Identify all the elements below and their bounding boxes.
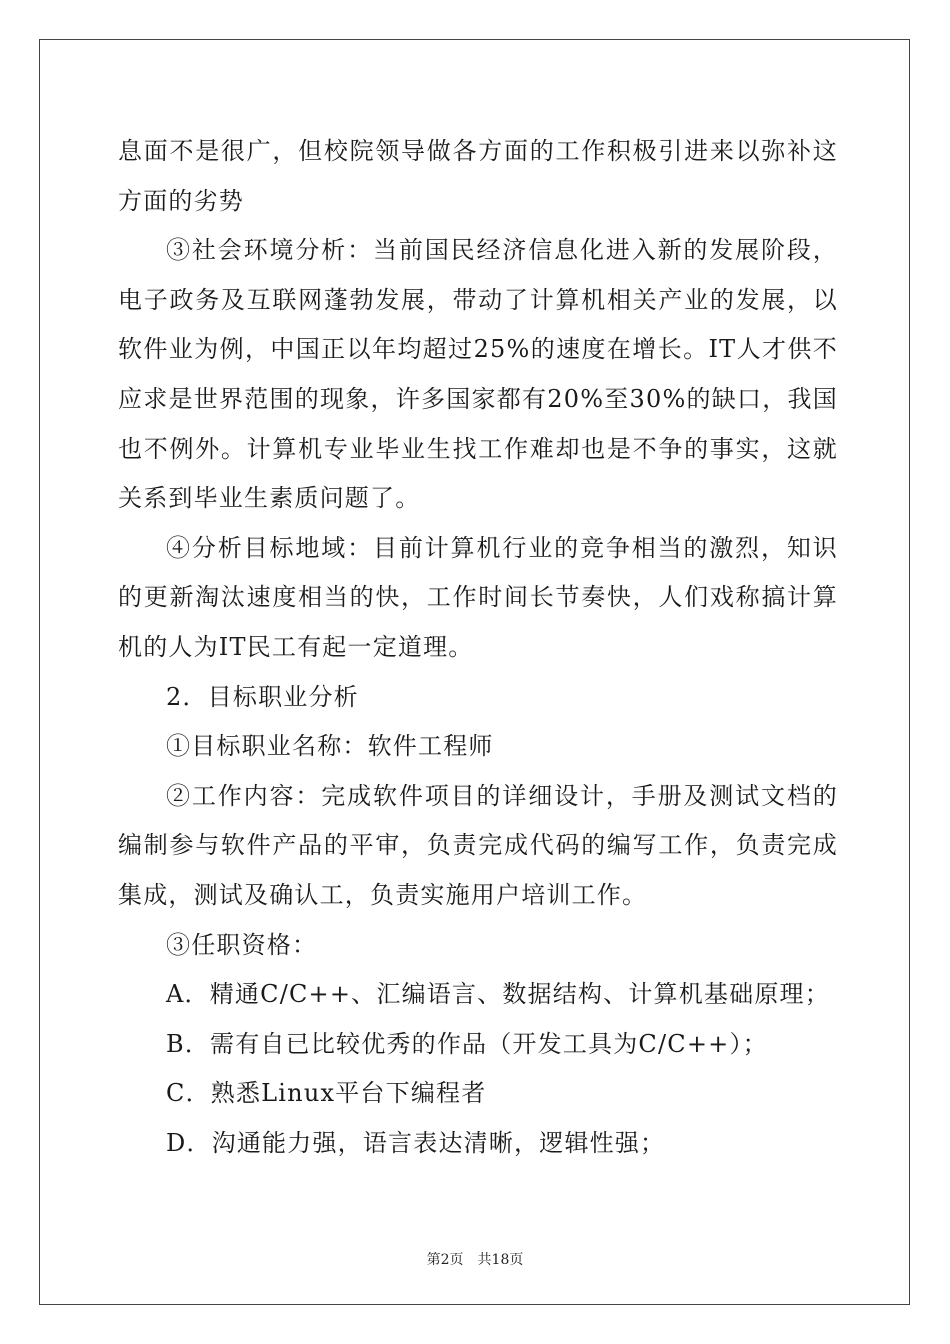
section-heading-target-career: 2．目标职业分析	[166, 682, 359, 711]
paragraph-target-region: ④分析目标地域：目前计算机行业的竞争相当的激烈，知识的更新淘汰速度相当的快，工作时间长节奏快，人们戏称搞计算机的人为IT民工有起一定道理。	[118, 533, 838, 661]
paragraph-career-name: ①目标职业名称：软件工程师	[166, 732, 494, 761]
list-item-b: B．需有自已比较优秀的作品（开发工具为C/C++）；	[166, 1029, 768, 1058]
page-number: 第2页	[426, 1252, 464, 1268]
paragraph-work-content: ②工作内容：完成软件项目的详细设计，手册及测试文档的编制参与软件产品的平审，负责完成代码的编写工作，负责完成集成，测试及确认工，负责实施用户培训工作。	[118, 781, 838, 909]
paragraph-social-environment: ③社会环境分析：当前国民经济信息化进入新的发展阶段，电子政务及互联网蓬勃发展，带动了计算机相关产业的发展，以软件业为例，中国正以年均超过25%的速度在增长。IT人才供不应求是世界范围的现象，许多国家都有20%至30%的缺口，我国也不例外。计算机专业毕业生找工作难却也是不争的事实，这就关系到毕业生素质问题了。	[118, 236, 838, 513]
page-total: 共18页	[477, 1252, 524, 1268]
document-body	[118, 127, 838, 1168]
paragraph-continuation: 息面不是很广，但校院领导做各方面的工作积极引进来以弥补这方面的劣势	[118, 137, 838, 215]
page-footer	[0, 1249, 950, 1269]
list-item-c: C．熟悉Linux平台下编程者	[166, 1079, 487, 1108]
paragraph-qualifications: ③任职资格：	[166, 930, 318, 959]
list-item-a: A．精通C/C++、汇编语言、数据结构、计算机基础原理；	[166, 980, 830, 1009]
list-item-d: D．沟通能力强，语言表达清晰，逻辑性强；	[166, 1128, 666, 1157]
